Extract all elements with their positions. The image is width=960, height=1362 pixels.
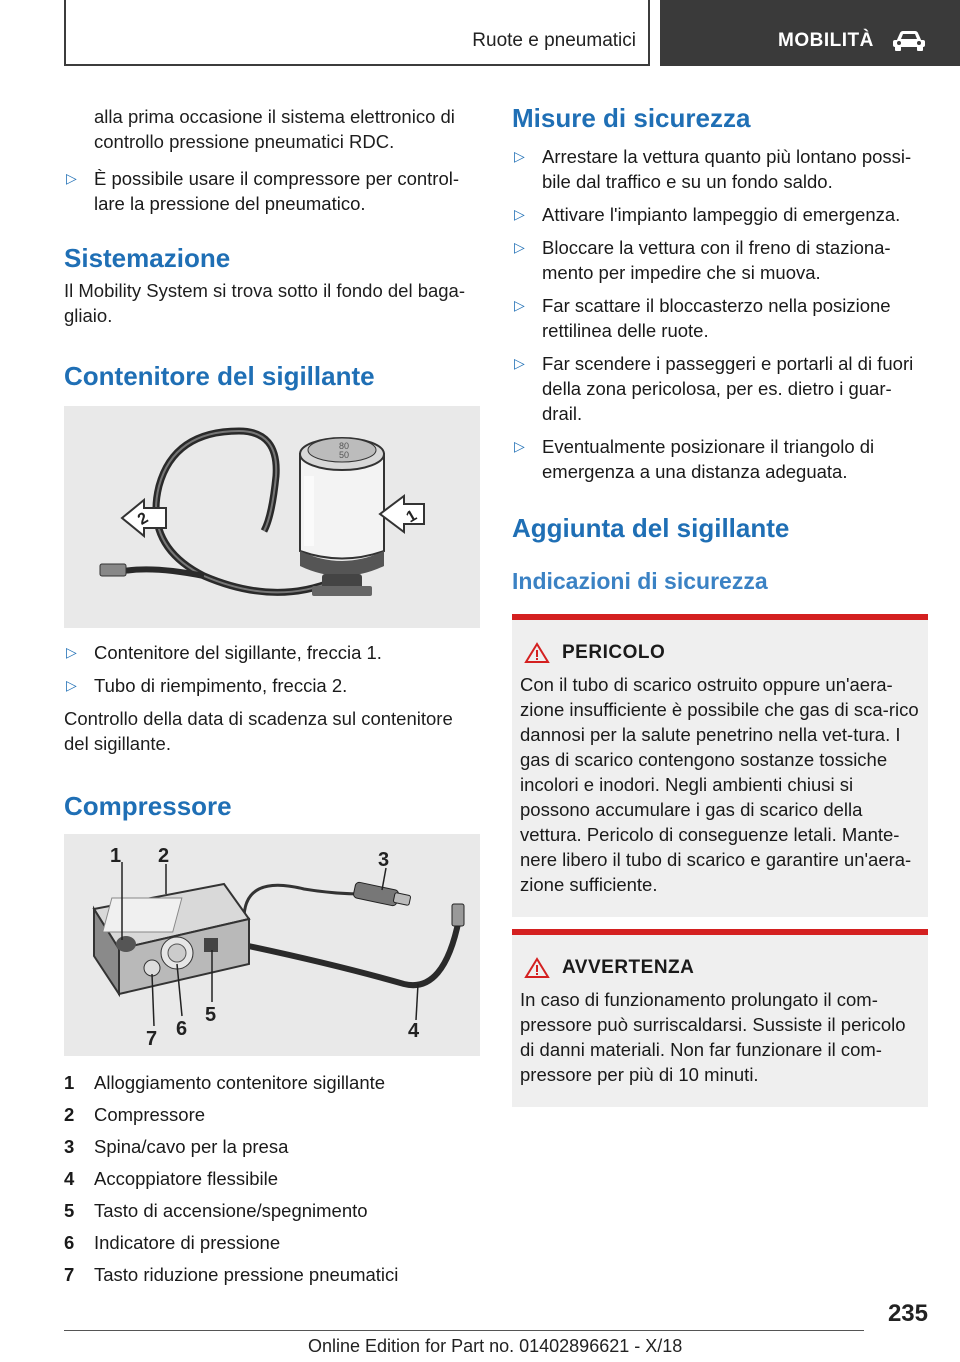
parts-list-item (64, 1070, 480, 1095)
sealant-container-illustration (64, 406, 480, 628)
misure-bullet-text: Far scattare il bloccasterzo nella posizione rettilinea delle ruote. (542, 295, 891, 341)
warning-triangle-icon (524, 957, 550, 979)
parts-text: Tasto di accensione/spegnimento (94, 1200, 368, 1221)
header-chapter-box (660, 0, 960, 66)
parts-text: Spina/cavo per la presa (94, 1136, 289, 1157)
parts-list-item (64, 1102, 480, 1127)
parts-text: Tasto riduzione pressione pneumatici (94, 1264, 399, 1285)
bullet-triangle-icon: ▷ (514, 206, 525, 222)
fig2-label-2: 2 (158, 845, 170, 867)
misure-bullet-text: Bloccare la vettura con il freno di staziona-mento per impedire che si muova. (542, 237, 891, 283)
sistemazione-heading: Sistemazione (64, 243, 231, 273)
header-section-title: Ruote e pneumatici (472, 30, 636, 51)
misure-bullet (512, 202, 928, 227)
danger-title-text: PERICOLO (562, 642, 666, 663)
sealant-container-figure (64, 406, 480, 628)
indicazioni-heading: Indicazioni di sicurezza (512, 568, 768, 594)
footer-divider (64, 1330, 864, 1331)
bullet-triangle-icon: ▷ (514, 297, 525, 313)
intro-continuation: alla prima occasione il sistema elettronico di controllo pressione pneumatici RDC. (94, 106, 455, 152)
compressore-heading: Compressore (64, 791, 232, 821)
page-header (0, 0, 960, 66)
misure-bullet (512, 434, 928, 484)
aggiunta-heading: Aggiunta del sigillante (512, 513, 790, 543)
fig2-label-4: 4 (408, 1020, 420, 1042)
bullet-triangle-icon: ▷ (66, 644, 77, 660)
header-section-box (64, 0, 650, 66)
contenitore-bullet-2 (64, 673, 480, 698)
sistemazione-text: Il Mobility System si trova sotto il fondo del baga-gliaio. (64, 280, 466, 326)
bullet-triangle-icon: ▷ (514, 239, 525, 255)
fig2-label-1: 1 (110, 845, 122, 867)
compressor-illustration (64, 834, 480, 1056)
compressor-parts-list (64, 1070, 480, 1287)
misure-bullet (512, 351, 928, 426)
warning-text: In caso di funzionamento prolungato il com-pressore può surriscaldarsi. Sussiste il pericolo di danni materiali. Non far funzionare il com-pressore per più di 10 minuti. (520, 989, 906, 1085)
contenitore-bullet-2-text: Tubo di riempimento, freccia 2. (94, 675, 348, 696)
danger-title (520, 642, 920, 664)
fig1-arrow-label-2: 2 (135, 509, 152, 529)
parts-text: Indicatore di pressione (94, 1232, 281, 1253)
page-number: 235 (887, 1300, 928, 1327)
warning-box (512, 929, 928, 1107)
compressor-figure (64, 834, 480, 1056)
misure-heading: Misure di sicurezza (512, 103, 751, 133)
warning-triangle-icon (524, 642, 550, 664)
fig2-label-3: 3 (378, 849, 390, 871)
bullet-triangle-icon: ▷ (514, 148, 525, 164)
parts-list-item (64, 1262, 480, 1287)
parts-text: Accoppiatore flessibile (94, 1168, 279, 1189)
parts-list-item (64, 1166, 480, 1191)
contenitore-text: Controllo della data di scadenza sul contenitore del sigillante. (64, 708, 453, 754)
bullet-triangle-icon: ▷ (514, 438, 525, 454)
parts-text: Alloggiamento contenitore sigillante (94, 1072, 386, 1093)
contenitore-bullet-1-text: Contenitore del sigillante, freccia 1. (94, 642, 382, 663)
fig2-label-7: 7 (146, 1028, 158, 1050)
misure-bullet-text: Eventualmente posizionare il triangolo di emergenza a una distanza adeguata. (542, 436, 875, 482)
warning-title (520, 957, 920, 979)
parts-number: 3 (64, 1136, 75, 1157)
parts-number: 6 (64, 1232, 75, 1253)
parts-list-item (64, 1230, 480, 1255)
danger-box (512, 614, 928, 917)
parts-list-item (64, 1134, 480, 1159)
right-column (512, 96, 928, 1107)
parts-number: 1 (64, 1072, 75, 1093)
parts-number: 2 (64, 1104, 75, 1125)
intro-bullet (64, 166, 480, 216)
danger-text: Con il tubo di scarico ostruito oppure un'aera-zione insufficiente è possibile che gas di sca-rico dannosi per la salute penetrino nella vet-tura. I gas di scarico contengono sostanze tossiche incolori e inodori. Negli ambienti chiusi si possono accumulare i gas di scarico della vettura. Pericolo di conseguenze letali. Mante-nere libero il tubo di scarico e garantire un'aera-zione sufficiente. (520, 674, 919, 895)
parts-number: 7 (64, 1264, 75, 1285)
misure-bullet-text: Far scendere i passeggeri e portarli al di fuori della zona pericolosa, per es. dietro i guar-drail. (542, 353, 914, 424)
misure-bullet (512, 293, 928, 343)
fig1-cap-number-50: 50 (339, 450, 350, 460)
contenitore-bullet-1 (64, 640, 480, 665)
fig2-label-6: 6 (176, 1018, 188, 1040)
parts-list-item (64, 1198, 480, 1223)
misure-bullet-text: Attivare l'impianto lampeggio di emergenza. (542, 204, 901, 225)
fig1-cap-number-80: 80 (339, 441, 350, 451)
bullet-triangle-icon: ▷ (66, 677, 77, 693)
parts-number: 4 (64, 1168, 75, 1189)
bullet-triangle-icon: ▷ (514, 355, 525, 371)
contenitore-heading: Contenitore del sigillante (64, 361, 375, 391)
parts-number: 5 (64, 1200, 75, 1221)
car-icon (892, 29, 926, 51)
warning-title-text: AVVERTENZA (562, 957, 695, 978)
intro-bullet-text: È possibile usare il compressore per control-lare la pressione del pneumatico. (94, 168, 460, 214)
header-chapter-title: MOBILITÀ (778, 30, 874, 51)
parts-text: Compressore (94, 1104, 206, 1125)
left-column (64, 96, 480, 1294)
bullet-triangle-icon: ▷ (66, 170, 77, 186)
misure-bullet-text: Arrestare la vettura quanto più lontano possi-bile dal traffico e su un fondo saldo. (542, 146, 912, 192)
misure-bullet (512, 144, 928, 194)
fig2-label-5: 5 (205, 1004, 217, 1026)
fig1-arrow-label-1: 1 (403, 507, 420, 527)
footer-edition: Online Edition for Part no. 01402896621 - X/18 (308, 1336, 683, 1356)
misure-bullet (512, 235, 928, 285)
